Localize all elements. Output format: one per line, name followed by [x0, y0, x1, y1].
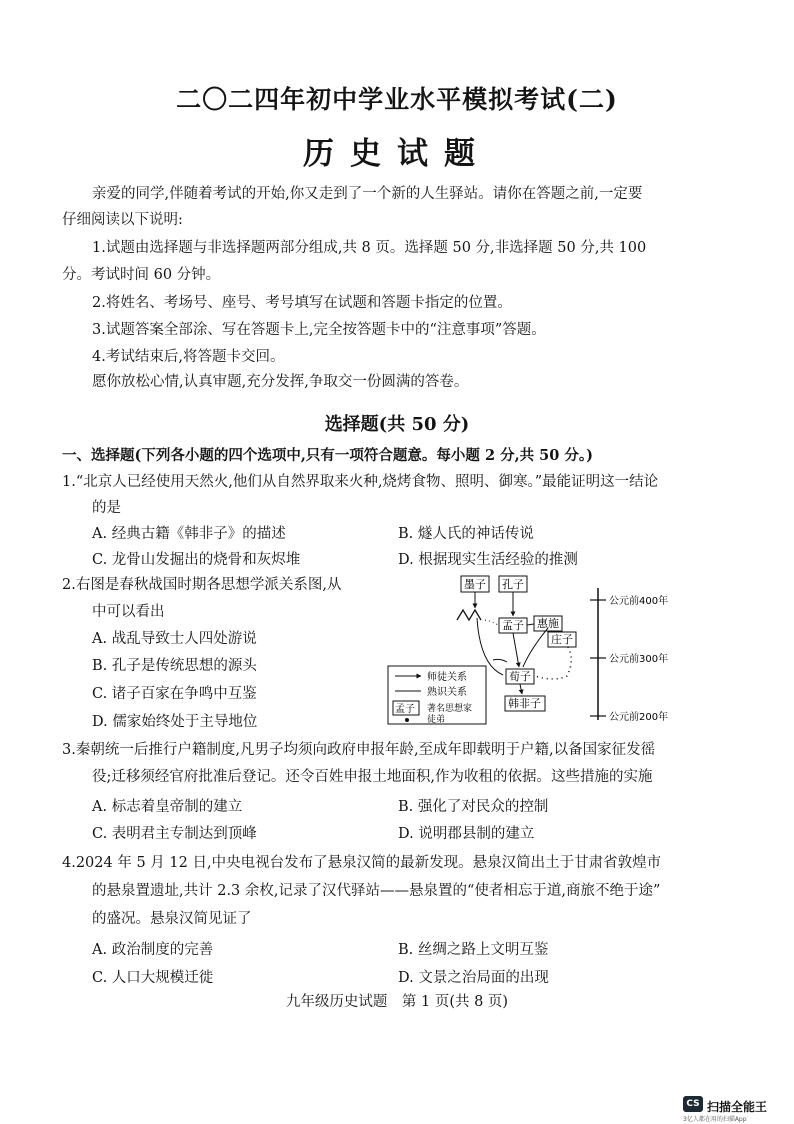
legend-disciple-dot	[405, 718, 409, 722]
edge-xunzi-hanfeizi	[520, 684, 522, 694]
q4-stem-1: 4.2024 年 5 月 12 日,中央电视台发布了悬泉汉简的最新发现。悬泉汉简出土于甘肃省敦煌市	[62, 855, 662, 871]
q2-option-b[interactable]: B. 孔子是传统思想的源头	[92, 658, 257, 674]
q1-option-a[interactable]: A. 经典古籍《韩非子》的描述	[92, 526, 286, 542]
rule-1b: 分。考试时间 60 分钟。	[62, 267, 221, 283]
q1-stem-2: 的是	[92, 500, 121, 516]
node-kongzi: 孔子	[502, 578, 524, 591]
legend-thinker: 著名思想家	[427, 704, 473, 714]
q2-option-d[interactable]: D. 儒家始终处于主导地位	[92, 714, 258, 730]
rule-1a: 1.试题由选择题与非选择题两部分组成,共 8 页。选择题 50 分,非选择题 50 分,共 100	[92, 240, 647, 256]
intro-line-1: 亲爱的同学,伴随着考试的开始,你又走到了一个新的人生驿站。请你在答题之前,一定要	[92, 186, 643, 202]
timeline-label-400: 公元前400年	[609, 596, 669, 607]
subject-title: 历史试题	[303, 136, 491, 172]
q3-option-c[interactable]: C. 表明君主专制达到顶峰	[92, 826, 257, 842]
legend-disciple: 徒弟	[427, 715, 446, 725]
scanner-tagline: 3亿人都在用的扫描App	[683, 1116, 747, 1123]
node-huishi: 惠施	[537, 617, 559, 630]
node-hanfeizi: 韩非子	[508, 697, 541, 710]
edge-huishi-xunzi	[523, 628, 548, 667]
q4-option-c[interactable]: C. 人口大规模迁徙	[92, 970, 214, 986]
q2-stem-1: 2.右图是春秋战国时期各思想学派关系图,从	[62, 577, 342, 593]
q4-stem-2: 的悬泉置遗址,共计 2.3 余枚,记录了汉代驿站——悬泉置的“使者相忘于道,商旅不绝于途”	[92, 883, 661, 899]
wish-line: 愿你放松心情,认真审题,充分发挥,争取交一份圆满的答卷。	[92, 374, 469, 390]
timeline-label-300: 公元前300年	[609, 654, 669, 665]
edge-zhuangzi-xunzi	[535, 647, 571, 679]
edge-mengzi-huishi	[527, 624, 534, 625]
edge-mengzi-xunzi	[513, 633, 519, 667]
q1-option-c[interactable]: C. 龙骨山发掘出的烧骨和灰烬堆	[92, 552, 301, 568]
edge-mozi-mengzi	[485, 620, 499, 626]
section-title: 选择题(共 50 分)	[324, 414, 470, 435]
q1-option-d[interactable]: D. 根据现实生活经验的推测	[398, 552, 578, 568]
legend-familiar: 熟识关系	[427, 687, 467, 698]
rule-2: 2.将姓名、考场号、座号、考号填写在试题和答题卡指定的位置。	[92, 295, 512, 311]
q4-option-b[interactable]: B. 丝绸之路上文明互鉴	[398, 942, 549, 958]
legend-node-sample: 孟子	[395, 704, 415, 715]
q4-stem-3: 的盛况。悬泉汉简见证了	[92, 911, 252, 927]
edge-misc	[493, 659, 507, 662]
q4-option-a[interactable]: A. 政治制度的完善	[92, 942, 214, 958]
q1-option-b[interactable]: B. 燧人氏的神话传说	[398, 526, 534, 542]
node-zhuangzi: 庄子	[551, 633, 573, 646]
q3-option-b[interactable]: B. 强化了对民众的控制	[398, 799, 549, 815]
q3-stem-1: 3.秦朝统一后推行户籍制度,凡男子均须向政府申报年龄,至成年即载明于户籍,以备国家征发徭	[62, 742, 656, 758]
exam-title: 二〇二四年初中学业水平模拟考试(二)	[176, 85, 618, 114]
rule-4: 4.考试结束后,将答题卡交回。	[92, 349, 285, 365]
q1-stem-1: 1.“北京人已经使用天然火,他们从自然界取来火种,烧烤食物、照明、御寒。”最能证明这一结论	[62, 474, 659, 490]
timeline-label-200: 公元前200年	[609, 712, 669, 723]
q3-option-a[interactable]: A. 标志着皇帝制的建立	[92, 799, 243, 815]
q2-option-a[interactable]: A. 战乱导致士人四处游说	[92, 631, 257, 647]
part1-instruction: 一、选择题(下列各小题的四个选项中,只有一项符合题意。每小题 2 分,共 50 分。)	[62, 447, 594, 464]
q4-option-d[interactable]: D. 文景之治局面的出现	[398, 970, 549, 986]
q2-stem-2: 中可以看出	[92, 604, 165, 620]
legend-teacher: 师徒关系	[427, 672, 467, 683]
q2-option-c[interactable]: C. 诸子百家在争鸣中互鉴	[92, 686, 257, 702]
q3-option-d[interactable]: D. 说明郡县制的建立	[398, 826, 535, 842]
scanner-logo-icon: CS	[683, 1096, 703, 1112]
rule-3: 3.试题答案全部涂、写在答题卡上,完全按答题卡中的“注意事项”答题。	[92, 322, 546, 338]
intro-line-2: 仔细阅读以下说明:	[62, 212, 183, 228]
node-xunzi: 荀子	[509, 670, 531, 683]
node-mengzi: 孟子	[502, 619, 524, 632]
q3-stem-2: 役;迁移须经官府批准后登记。还令百姓申报土地面积,作为收租的依据。这些措施的实施	[92, 769, 653, 785]
node-mozi: 墨子	[464, 578, 486, 591]
scanner-brand: 扫描全能王	[707, 1100, 768, 1114]
page-footer: 九年级历史试题 第 1 页(共 8 页)	[285, 994, 509, 1010]
thought-school-diagram	[385, 570, 705, 730]
